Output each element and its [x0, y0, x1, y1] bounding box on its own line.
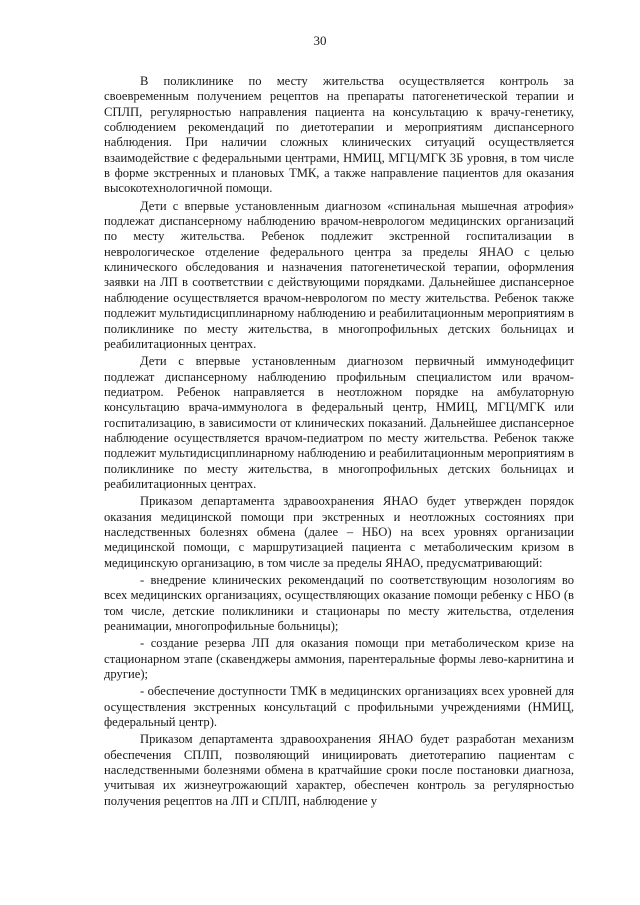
paragraph: Приказом департамента здравоохранения ЯНАО будет утвержден порядок оказания медицинской помощи при экстренных и неотложных состояниях при наследственных болезнях обмена (далее – НБО) на всех уровнях организации медицинской помощи, с маршрутизацией пациента с метаболическим кризом в медицинскую организацию, в том числе за пределы ЯНАО, предусматривающий:	[104, 494, 574, 570]
paragraph: Приказом департамента здравоохранения ЯНАО будет разработан механизм обеспечения СПЛП, позволяющий инициировать диетотерапию пациентам с наследственными болезнями обмена в кратчайшие сроки после постановки диагноза, учитывая их жизнеугрожающий характер, обеспечен контроль за регулярностью получения рецептов на ЛП и СПЛП, наблюдение у	[104, 732, 574, 808]
list-item: - обеспечение доступности ТМК в медицинских организациях всех уровней для осуществления экстренных консультаций с профильными учреждениями (НМИЦ, федеральный центр).	[104, 684, 574, 730]
page-number: 30	[313, 33, 327, 48]
list-item: - внедрение клинических рекомендаций по соответствующим нозологиям во всех медицинских организациях, осуществляющих оказание помощи ребенку с НБО (в том числе, детские поликлиники и стационары по месту жительства, отделения реанимации, многопрофильные больницы);	[104, 573, 574, 634]
list-item: - создание резерва ЛП для оказания помощи при метаболическом кризе на стационарном этапе (скавенджеры аммония, парентеральные формы лево-карнитина и другие);	[104, 636, 574, 682]
paragraph: Дети с впервые установленным диагнозом первичный иммунодефицит подлежат диспансерному наблюдению профильным специалистом или врачом-педиатром. Ребенок направляется в неотложном порядке на амбулаторную консультацию врача-иммунолога в федеральный центр, НМИЦ, МГЦ/МГК или госпитализацию, в зависимости от клинических показаний. Дальнейшее диспансерное наблюдение осуществляется врачом-педиатром по месту жительства. Ребенок также подлежит мультидисциплинарному наблюдению и реабилитационным мероприятиям в поликлинике по месту жительства, в многопрофильных детских больницах и реабилитационных центрах.	[104, 354, 574, 491]
paragraph: В поликлинике по месту жительства осуществляется контроль за своевременным получением рецептов на препараты патогенетической терапии и СПЛП, регулярностью направления пациента на консультацию к врачу-генетику, соблюдением рекомендаций по диетотерапии и мероприятиям диспансерного наблюдения. При наличии сложных клинических ситуаций осуществляется взаимодействие с федеральными центрами, НМИЦ, МГЦ/МГК 3Б уровня, в том числе в форме экстренных и плановых ТМК, а также направление пациентов для оказания высокотехнологичной помощи.	[104, 74, 574, 196]
body-text	[104, 74, 574, 811]
paragraph: Дети с впервые установленным диагнозом «спинальная мышечная атрофия» подлежат диспансерному наблюдению врачом-неврологом медицинских организаций по месту жительства. Ребенок подлежит экстренной госпитализации в неврологическое отделение федерального центра за пределы ЯНАО с целью клинического обследования и назначения патогенетической терапии, оформления заявки на ЛП в соответствии с действующими порядками. Дальнейшее диспансерное наблюдение осуществляется врачом-неврологом по месту жительства. Ребенок также подлежит мультидисциплинарному наблюдению и реабилитационным мероприятиям в поликлинике по месту жительства, в многопрофильных детских больницах и реабилитационных центрах.	[104, 198, 574, 351]
